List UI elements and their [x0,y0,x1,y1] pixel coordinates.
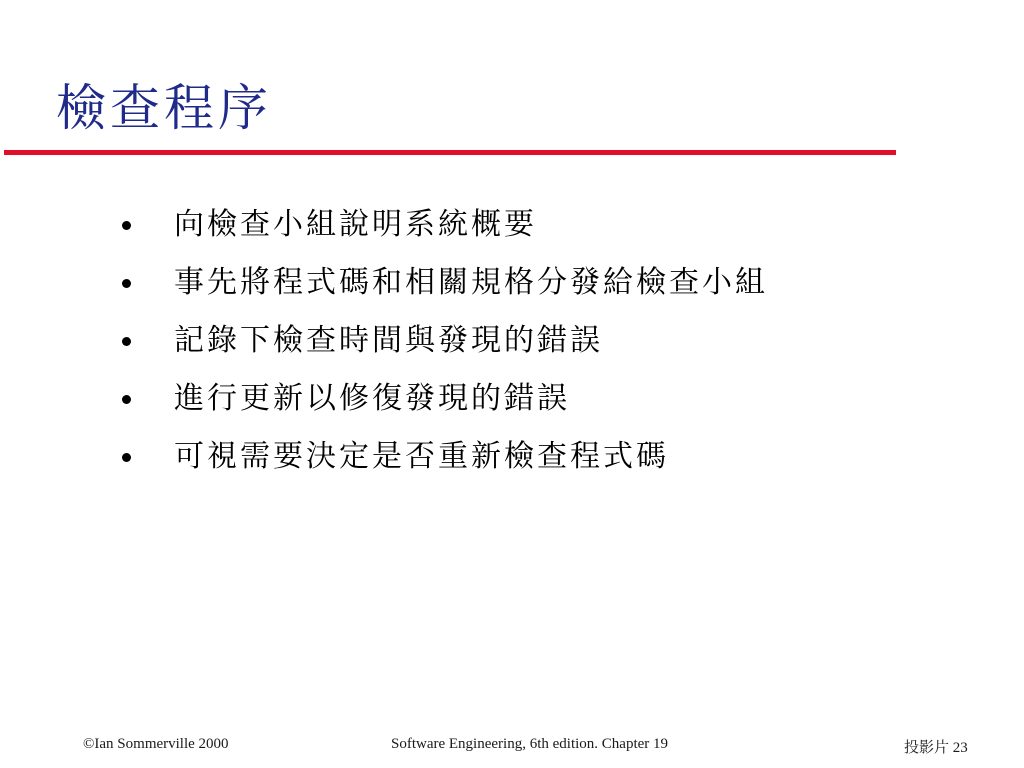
list-item [118,196,768,254]
slide-title: 檢查程序 [56,79,272,137]
bullet-icon [122,453,131,462]
copyright-symbol: © [83,736,95,752]
bullet-icon [122,395,131,404]
footer-author: Ian Sommerville 2000 [94,736,229,752]
bullet-text: 進行更新以修復發現的錯誤 [174,381,570,416]
bullet-list [118,196,768,486]
bullet-icon [122,337,131,346]
list-item [118,370,768,428]
bullet-icon [122,221,131,230]
list-item [118,254,768,312]
bullet-text: 向檢查小組說明系統概要 [174,207,537,242]
list-item [118,312,768,370]
bullet-text: 事先將程式碼和相關規格分發給檢查小組 [174,265,768,300]
bullet-text: 記錄下檢查時間與發現的錯誤 [174,323,603,358]
bullet-text: 可視需要決定是否重新檢查程式碼 [174,439,669,474]
bullet-icon [122,279,131,288]
footer-copyright [83,736,229,753]
list-item [118,428,768,486]
footer-book-title: Software Engineering, 6th edition. Chapter 19 [391,736,669,752]
footer-slide-number: 投影片 23 [904,740,968,756]
title-divider [4,150,896,155]
